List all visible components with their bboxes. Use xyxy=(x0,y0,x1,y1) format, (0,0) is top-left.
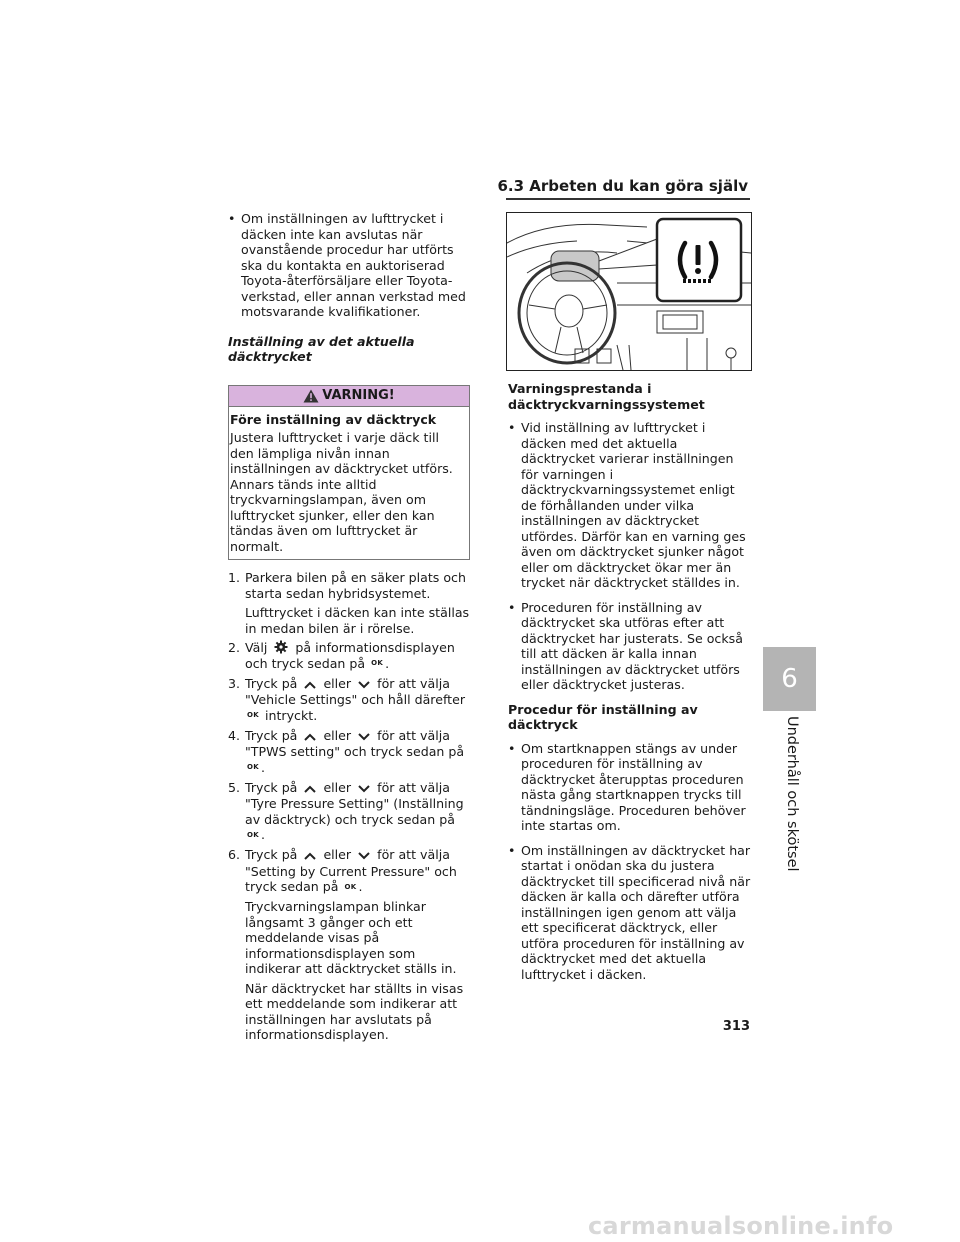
step-text-post: . xyxy=(260,827,265,842)
left-column xyxy=(228,211,472,1047)
chapter-label: Underhåll och skötsel xyxy=(784,716,800,872)
step-note: Lufttrycket i däcken kan inte ställas in medan bilen är i rörelse. xyxy=(245,605,470,636)
step-text-post: . xyxy=(260,759,265,775)
header-rule xyxy=(506,198,750,200)
step-1 xyxy=(228,570,472,636)
step-note: När däcktrycket har ställts in visas ett meddelande som indikerar att inställningen har avslutats på informationsdisplayen. xyxy=(245,980,464,1043)
chevron-down-icon xyxy=(355,848,373,864)
chevron-down-icon xyxy=(355,781,373,797)
step-text-pre: Tryck på xyxy=(245,779,298,795)
step-text-pre: Tryck på xyxy=(245,847,298,863)
chapter-number: 6 xyxy=(781,664,798,694)
chapter-tab xyxy=(763,647,816,711)
step-3 xyxy=(228,676,472,724)
list-item: • Proceduren för inställning av däcktrycket ska utföras efter att däcktrycket har justerats. Se också till att däcken är kalla innan inställningen av däcktrycket utförs eller däcktrycket justeras. xyxy=(508,600,752,693)
chevron-up-icon xyxy=(301,729,319,745)
warning-box xyxy=(228,385,470,561)
warning-title: VARNING! xyxy=(322,387,395,403)
ok-button-icon: OK xyxy=(371,659,384,668)
step-number: 1. xyxy=(228,570,241,585)
list-item: • Vid inställning av lufttrycket i däcken med det aktuella däcktrycket varierar inställningen för varningen i däcktryckvarningssystemet enligt de förhållanden under vilka inställningen av däcktrycket utfördes. Därför kan en varning ges även om däcktrycket sjunker något eller om däcktrycket ökar mer än trycket när däcktrycket ställdes in. xyxy=(508,420,752,591)
step-text-or: eller xyxy=(323,847,352,863)
warning-subtitle: Före inställning av däcktryck xyxy=(230,411,437,427)
step-text-mid: på informationsdisplayen och tryck sedan på xyxy=(245,640,455,671)
section-title: 6.3 Arbeten du kan göra själv xyxy=(497,177,748,195)
watermark: carmanualsonline.info xyxy=(588,1212,894,1240)
step-text-or: eller xyxy=(323,779,352,795)
heading-procedure: Procedur för inställning av däcktryck xyxy=(508,701,698,732)
ok-button-icon: OK xyxy=(247,763,259,772)
step-2 xyxy=(228,640,472,672)
step-text: Parkera bilen på en säker plats och starta sedan hybridsystemet. xyxy=(245,570,466,601)
page-number: 313 xyxy=(722,1019,750,1034)
step-4 xyxy=(228,728,472,776)
step-text-mid: för att välja "TPWS setting" och tryck sedan på xyxy=(245,727,465,759)
warning-text: Justera lufttrycket i varje däck till den lämpliga nivån innan inställningen av däcktrycket utförs. Annars tänds inte alltid tryckvarningslampan, även om lufttrycket sjunker, eller den kan tändas även om lufttrycket är normalt. xyxy=(230,430,453,554)
list-item: • Om startknappen stängs av under proceduren för inställning av däcktrycket återupptas proceduren nästa gång startknappen trycks till tändningsläge. Proceduren behöver inte startas om. xyxy=(508,741,752,834)
step-number: 2. xyxy=(228,640,241,655)
subheading-current-pressure: Inställning av det aktuella däcktrycket xyxy=(228,333,415,364)
dashboard-illustration xyxy=(506,212,752,371)
chevron-up-icon xyxy=(301,781,319,797)
chevron-up-icon xyxy=(301,677,319,693)
right-column xyxy=(508,381,752,991)
step-number: 5. xyxy=(228,779,241,795)
list-item: • Om inställningen av däcktrycket har startat i onödan ska du justera däcktrycket till specificerad nivå när däcken är kalla och därefter utföra inställningen igen genom att välja ett specificerat däcktryck, eller utföra proceduren för inställning av däcktrycket med det aktuella lufttrycket i däcken. xyxy=(508,843,752,983)
step-number: 6. xyxy=(228,847,241,863)
step-text-pre: Välj xyxy=(245,640,268,655)
warning-body xyxy=(229,407,469,560)
step-text-or: eller xyxy=(323,675,352,691)
chevron-down-icon xyxy=(355,729,373,745)
step-text-or: eller xyxy=(323,727,352,743)
warning-triangle-icon xyxy=(303,389,319,403)
step-text-post: . xyxy=(358,879,363,894)
step-text-post: . xyxy=(385,655,390,671)
ok-button-icon: OK xyxy=(247,711,259,720)
step-text-mid: för att välja "Vehicle Settings" och håll därefter xyxy=(245,675,466,707)
step-text-mid: för att välja "Setting by Current Pressure" och tryck sedan på xyxy=(245,847,457,894)
tire-pressure-warning-icon xyxy=(673,235,723,285)
step-5 xyxy=(228,780,472,844)
chevron-down-icon xyxy=(355,677,373,693)
step-6 xyxy=(228,847,472,1043)
ok-button-icon: OK xyxy=(344,882,357,891)
chevron-up-icon xyxy=(301,848,319,864)
steps-list xyxy=(228,570,472,1043)
intro-bullet: • Om inställningen av lufttrycket i däcken inte kan avslutas när ovanstående procedur har utförts ska du kontakta en auktoriserad Toyota-återförsäljare eller Toyota-verkstad, eller annan verkstad med motsvarande kvalifikationer. xyxy=(228,211,472,320)
gear-icon xyxy=(274,640,288,654)
step-text-post: intryckt. xyxy=(265,707,318,723)
ok-button-icon: OK xyxy=(247,830,259,839)
step-text-pre: Tryck på xyxy=(245,727,298,743)
heading-warning-performance: Varningsprestanda i däcktryckvarningssystemet xyxy=(508,381,705,412)
step-text-pre: Tryck på xyxy=(245,675,298,691)
warning-header xyxy=(229,386,469,407)
step-text-mid: för att välja "Tyre Pressure Setting" (Inställning av däcktryck) och tryck sedan på xyxy=(245,779,464,827)
step-number: 4. xyxy=(228,727,241,743)
step-number: 3. xyxy=(228,675,241,691)
step-note: Tryckvarningslampan blinkar långsamt 3 gånger och ett meddelande visas på informationsdisplayen som indikerar att däcktrycket ställs in. xyxy=(245,899,457,977)
chapter-label-wrap xyxy=(760,716,820,872)
